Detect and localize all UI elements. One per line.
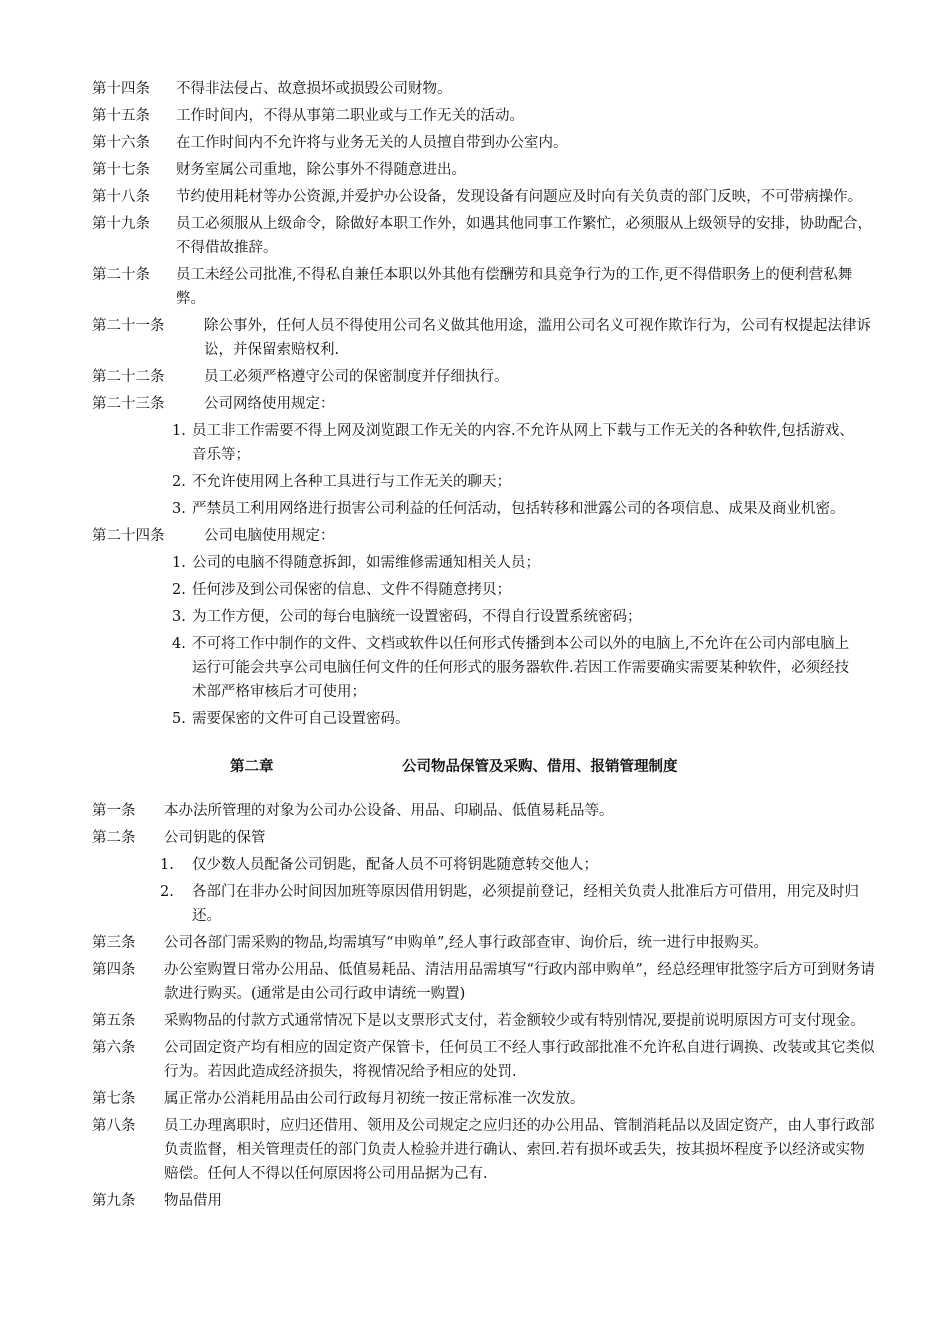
article <box>92 1189 877 1213</box>
article-text: 员工必须严格遵守公司的保密制度并仔细执行。 <box>204 369 509 385</box>
network-rules-list <box>0 419 950 521</box>
article-label: 第四条 <box>92 962 136 978</box>
list-item-text: 各部门在非办公时间因加班等原因借用钥匙，必须提前登记，经相关负责人批准后方可借用，用完及时归还。 <box>192 884 859 924</box>
article-label: 第二十二条 <box>92 369 165 385</box>
article <box>92 314 877 362</box>
article <box>92 931 877 955</box>
list-item-text: 任何涉及到公司保密的信息、文件不得随意拷贝； <box>192 582 511 598</box>
article <box>92 158 877 182</box>
article-label: 第六条 <box>92 1040 136 1056</box>
article-label: 第二十三条 <box>92 396 165 412</box>
article-text: 公司钥匙的保管 <box>164 830 266 846</box>
list-item-number: 4. <box>172 636 186 652</box>
article <box>92 365 877 389</box>
article-label: 第十六条 <box>92 135 150 151</box>
list-item-number: 3. <box>172 609 186 625</box>
list-item <box>172 605 862 629</box>
article-label: 第一条 <box>92 803 136 819</box>
article-label: 第七条 <box>92 1091 136 1107</box>
article-text: 公司电脑使用规定： <box>204 528 335 544</box>
article-text: 属正常办公消耗用品由公司行政每月初统一按正常标准一次发放。 <box>164 1091 585 1107</box>
list-item <box>172 632 862 704</box>
list-item <box>172 497 862 521</box>
article-text: 物品借用 <box>164 1193 222 1209</box>
article <box>92 392 877 416</box>
list-item <box>160 880 860 928</box>
list-item-text: 公司的电脑不得随意拆卸，如需维修需通知相关人员； <box>192 555 540 571</box>
article-label: 第十四条 <box>92 81 150 97</box>
article-label: 第八条 <box>92 1118 136 1134</box>
article-text: 办公室购置日常办公用品、低值易耗品、清洁用品需填写“行政内部申购单”，经总经理审批签字后方可到财务请款进行购买。(通常是由公司行政申请统一购置) <box>164 962 875 1002</box>
article-text: 工作时间内，不得从事第二职业或与工作无关的活动。 <box>176 108 524 124</box>
article <box>92 185 877 209</box>
article-text: 本办法所管理的对象为公司办公设备、用品、印刷品、低值易耗品等。 <box>164 803 614 819</box>
article <box>92 1009 877 1033</box>
article-label: 第二十四条 <box>92 528 165 544</box>
article-label: 第十九条 <box>92 216 150 232</box>
list-item-text: 仅少数人员配备公司钥匙，配备人员不可将钥匙随意转交他人； <box>192 857 598 873</box>
list-item <box>172 578 862 602</box>
article-text: 公司固定资产均有相应的固定资产保管卡，任何员工不经人事行政部批准不允许私自进行调换、改装或其它类似行为。若因此造成经济损失，将视情况给予相应的处罚. <box>164 1040 875 1080</box>
list-item <box>172 470 862 494</box>
article-text: 员工必须服从上级命令，除做好本职工作外，如遇其他同事工作繁忙，必须服从上级领导的安排，协助配合，不得借故推辞。 <box>176 216 872 256</box>
article-label: 第十八条 <box>92 189 150 205</box>
list-item-text: 为工作方便，公司的每台电脑统一设置密码，不得自行设置系统密码； <box>192 609 642 625</box>
article <box>92 799 877 823</box>
list-item-number: 3. <box>172 501 186 517</box>
article <box>92 1036 877 1084</box>
list-item-number: 1. <box>172 423 186 439</box>
chapter-number: 第二章 <box>230 758 274 775</box>
article-text: 公司各部门需采购的物品,均需填写“申购单”,经人事行政部查审、询价后，统一进行申报购买。 <box>164 935 769 951</box>
list-item-text: 严禁员工利用网络进行损害公司利益的任何活动，包括转移和泄露公司的各项信息、成果及商业机密。 <box>192 501 845 517</box>
list-item <box>172 419 862 467</box>
article-label: 第十七条 <box>92 162 150 178</box>
list-item-text: 需要保密的文件可自己设置密码。 <box>192 711 410 727</box>
article-text: 采购物品的付款方式通常情况下是以支票形式支付，若金额较少或有特别情况,要提前说明原因方可支付现金。 <box>164 1013 865 1029</box>
article-text: 员工未经公司批准,不得私自兼任本职以外其他有偿酬劳和具竞争行为的工作,更不得借职务上的便利营私舞弊。 <box>176 267 853 307</box>
article <box>92 524 877 548</box>
articles-part1 <box>0 77 950 311</box>
article-text: 在工作时间内不允许将与业务无关的人员擅自带到办公室内。 <box>176 135 568 151</box>
article <box>92 212 877 260</box>
article-text: 节约使用耗材等办公资源,并爱护办公设备，发现设备有问题应及时向有关负责的部门反映，不可带病操作。 <box>176 189 863 205</box>
article-label: 第九条 <box>92 1193 136 1209</box>
article-text: 员工办理离职时，应归还借用、领用及公司规定之应归还的办公用品、管制消耗品以及固定资产，由人事行政部负责监督，相关管理责任的部门负责人检验并进行确认、索回.若有损坏或丢失，按其损坏程度予以经济或实物赔偿。任何人不得以任何原因将公司用品据为己有. <box>164 1118 875 1182</box>
articles-part2 <box>0 314 950 416</box>
list-item-number: 2. <box>172 582 186 598</box>
list-item <box>160 853 860 877</box>
article <box>92 263 877 311</box>
list-item-number: 1. <box>172 555 186 571</box>
chapter2-articles-a <box>0 799 950 850</box>
article <box>92 1114 877 1186</box>
article-text: 除公事外，任何人员不得使用公司名义做其他用途，滥用公司名义可视作欺诈行为，公司有权提起法律诉讼，并保留索赔权利. <box>204 318 871 358</box>
article-label: 第五条 <box>92 1013 136 1029</box>
article-label: 第二条 <box>92 830 136 846</box>
article-text: 公司网络使用规定： <box>204 396 335 412</box>
article-text: 财务室属公司重地，除公事外不得随意进出。 <box>176 162 466 178</box>
article-text: 不得非法侵占、故意损坏或损毁公司财物。 <box>176 81 452 97</box>
article <box>92 131 877 155</box>
article <box>92 1087 877 1111</box>
list-item-number: 2. <box>160 884 174 900</box>
list-item-text: 员工非工作需要不得上网及浏览跟工作无关的内容.不允许从网上下载与工作无关的各种软件,包括游戏、音乐等； <box>192 423 854 463</box>
article-label: 第三条 <box>92 935 136 951</box>
list-item <box>172 707 862 731</box>
article-label: 第十五条 <box>92 108 150 124</box>
chapter2-articles-b <box>0 931 950 1213</box>
article <box>92 104 877 128</box>
list-item-number: 2. <box>172 474 186 490</box>
chapter-heading <box>230 755 950 779</box>
article-label: 第二十一条 <box>92 318 165 334</box>
article-label: 第二十条 <box>92 267 150 283</box>
list-item-text: 不可将工作中制作的文件、文档或软件以任何形式传播到本公司以外的电脑上,不允许在公司内部电脑上运行可能会共享公司电脑任何文件的任何形式的服务器软件.若因工作需要确实需要某种软件，必须经技术部严格审核后才可使用； <box>192 636 850 700</box>
list-item <box>172 551 862 575</box>
key-rules-list <box>0 853 950 928</box>
article <box>92 826 877 850</box>
chapter-title: 公司物品保管及采购、借用、报销管理制度 <box>402 758 678 775</box>
list-item-text: 不允许使用网上各种工具进行与工作无关的聊天； <box>192 474 511 490</box>
article <box>92 77 877 101</box>
pc-rules-list <box>0 551 950 731</box>
article <box>92 958 877 1006</box>
list-item-number: 1. <box>160 857 174 873</box>
list-item-number: 5. <box>172 711 186 727</box>
